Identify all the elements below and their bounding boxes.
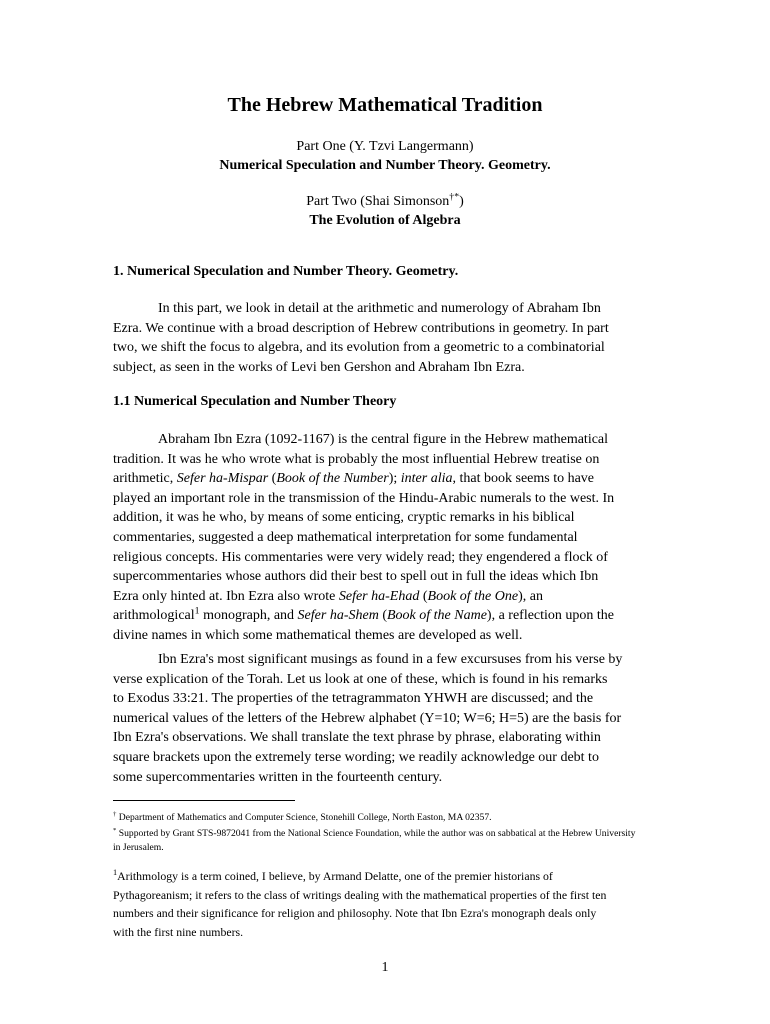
footnote-text: Arithmology is a term coined, I believe, by Armand Delatte, one of the premier historians of — [117, 869, 553, 883]
footnote-separator — [113, 800, 295, 801]
footnote-line: with the first nine numbers. — [113, 924, 244, 939]
text-run: ( — [378, 608, 387, 624]
paragraph-line: two, we shift the focus to algebra, and its evolution from a geometric to a combinatorial — [113, 340, 605, 356]
footnote-1 — [113, 867, 663, 941]
paragraph-line: tradition. It was he who wrote what is probably the most influential Hebrew treatise on — [113, 451, 600, 467]
footnote-line: numbers and their significance for religion and philosophy. Note that Ibn Ezra's monograph deals only — [113, 906, 597, 920]
paragraph-line: commentaries, suggested a deep mathematical interpretation for some fundamental — [113, 529, 578, 545]
text-run: ); — [388, 471, 401, 487]
footnote-1-mark: 1 — [113, 868, 118, 878]
text-run: ( — [419, 588, 428, 604]
paragraph-line: square brackets upon the extremely terse wording; we readily acknowledge our debt to — [113, 749, 599, 765]
part-one-line: Part One (Y. Tzvi Langermann) — [296, 139, 474, 154]
paragraph-line: subject, as seen in the works of Levi ben Gershon and Abraham Ibn Ezra. — [113, 359, 525, 375]
book-title: Sefer ha-Shem — [297, 608, 379, 624]
paragraph-line: Ezra. We continue with a broad description of Hebrew contributions in geometry. In part — [113, 320, 609, 336]
text-run: Ezra only hinted at. Ibn Ezra also wrote — [113, 588, 339, 604]
paragraph-line: numerical values of the letters of the Hebrew alphabet (Y=10; W=6; H=5) are the basis for — [113, 710, 622, 726]
text-run: ( — [268, 471, 277, 487]
star-mark: * — [113, 826, 117, 834]
footnote-star — [113, 827, 663, 854]
part-two-line — [0, 191, 770, 210]
part-two-prefix: Part Two (Shai Simonson — [306, 194, 450, 209]
paragraph-line: In this part, we look in detail at the arithmetic and numerology of Abraham Ibn — [158, 301, 601, 316]
text-run: , that book seems to have — [452, 471, 595, 487]
latin-phrase: inter alia — [400, 471, 453, 487]
paragraph-line: Ibn Ezra's most significant musings as found in a few excursuses from his verse by — [158, 652, 623, 667]
footnote-text: in Jerusalem. — [113, 841, 164, 853]
book-title: Sefer ha-Ehad — [338, 588, 420, 604]
paragraph-line — [113, 606, 657, 626]
paragraph-line — [113, 469, 657, 489]
part-two-suffix: ) — [459, 194, 464, 209]
paragraph-line: addition, it was he who, by means of some enticing, cryptic remarks in his biblical — [113, 510, 575, 526]
text-run: ), an — [518, 588, 543, 604]
section-1-heading: 1. Numerical Speculation and Number Theory. Geometry. — [113, 264, 459, 279]
paragraph-line: some supercommentaries written in the fourteenth century. — [113, 769, 443, 785]
author-footnote-marks: †* — [449, 191, 460, 203]
part-one-subtitle: Numerical Speculation and Number Theory. Geometry. — [219, 158, 551, 173]
section-1-paragraph — [113, 299, 657, 377]
paragraph-line: played an important role in the transmission of the Hindu-Arabic numerals to the west. In — [113, 490, 615, 506]
footnote-text: Department of Mathematics and Computer Science, Stonehill College, North Easton, MA 02357. — [118, 812, 492, 823]
text-run: monograph, and — [199, 608, 298, 624]
book-title: Sefer ha-Mispar — [176, 471, 269, 487]
page-number: 1 — [381, 960, 389, 975]
footnote-text: Supported by Grant STS-9872041 from the National Science Foundation, while the author was on sabbatical at the Hebrew University — [118, 828, 636, 839]
section-1-1-heading: 1.1 Numerical Speculation and Number Theory — [113, 394, 397, 409]
text-run: arithmetic, — [113, 471, 177, 487]
paragraph-line: Ibn Ezra's observations. We shall translate the text phrase by phrase, elaborating within — [113, 730, 601, 746]
section-1-1-paragraph-2 — [113, 650, 657, 787]
paragraph-line: verse explication of the Torah. Let us look at one of these, which is found in his remarks — [113, 671, 608, 687]
paragraph-line: religious concepts. His commentaries were very widely read; they engendered a flock of — [113, 549, 608, 565]
paragraph-line: Abraham Ibn Ezra (1092-1167) is the central figure in the Hebrew mathematical — [158, 432, 609, 447]
text-run: ), a reflection upon the — [486, 608, 615, 624]
paragraph-line: to Exodus 33:21. The properties of the tetragrammaton YHWH are discussed; and the — [113, 691, 594, 707]
dagger-mark: † — [113, 810, 117, 818]
part-two-subtitle: The Evolution of Algebra — [309, 213, 461, 228]
book-title-translation: Book of the One — [427, 588, 519, 604]
book-title-translation: Book of the Number — [276, 471, 389, 487]
paragraph-line: supercommentaries whose authors did their best to spell out in full the ideas which Ibn — [113, 569, 599, 585]
book-title-translation: Book of the Name — [386, 608, 487, 624]
footnote-ref-1[interactable]: 1 — [194, 605, 200, 617]
document-title: The Hebrew Mathematical Tradition — [227, 94, 543, 116]
text-run: arithmological — [113, 608, 195, 624]
section-1-1-paragraph-1 — [113, 430, 657, 646]
footnote-dagger — [113, 811, 663, 825]
footnote-line: Pythagoreanism; it refers to the class of writings dealing with the mathematical properties of the first ten — [113, 887, 607, 902]
footnote-line — [113, 867, 663, 886]
paragraph-line: divine names in which some mathematical themes are developed as well. — [113, 627, 523, 643]
paragraph-line — [113, 587, 657, 607]
